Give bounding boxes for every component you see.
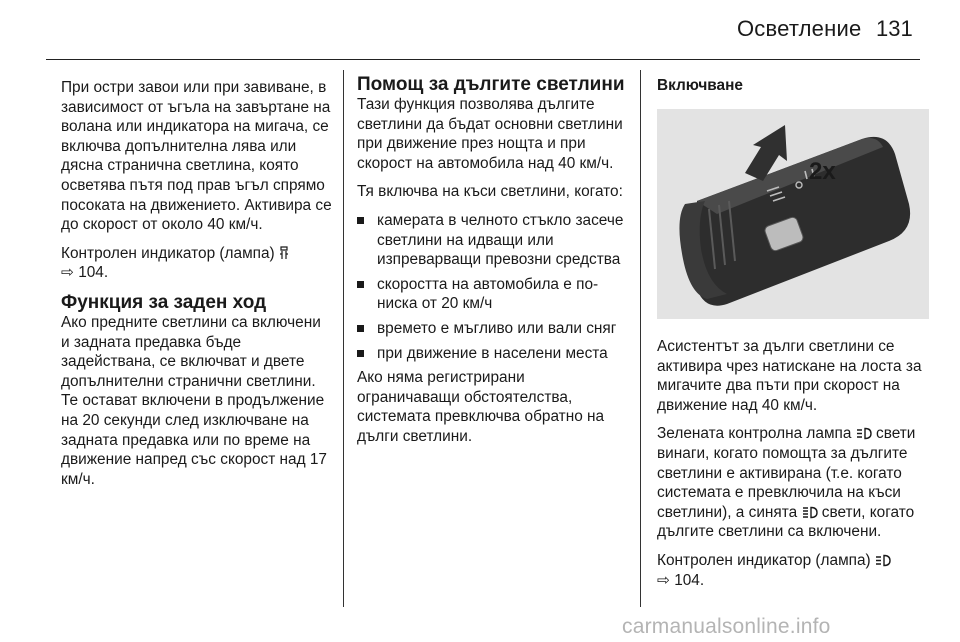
activation-paragraph: Асистентът за дълги светлини се активира чрез натискане на лоста за мигачите два пъти при скорост на движение над 40 км/ч. (657, 338, 922, 414)
page-link[interactable]: 104. (674, 571, 705, 589)
column-right (657, 78, 929, 599)
arrow-ref-icon: ⇨ (657, 571, 670, 589)
turn-signal-stalk-image (657, 109, 929, 319)
list-item: камерата в челното стъкло засече светлини на идващи или изпреварващи превозни средства (357, 211, 629, 270)
section-heading-high-beam-assist: Помощ за дългите светлини (357, 74, 625, 95)
column-left (61, 78, 333, 498)
bullet-icon (357, 350, 364, 357)
section-heading-activation: Включване (657, 77, 743, 94)
column-divider-1 (343, 70, 344, 607)
lamp-status-paragraph: Зелената контролна лампа свети винаги, когато помощта за дългите светлини е активирана (т.е. когато системата е превключила на къси светлини), а синята свети, когато дългите светлини са включени. (657, 425, 916, 541)
watermark: carmanualsonline.info (622, 615, 831, 638)
page-link[interactable]: 104. (78, 264, 109, 282)
arrow-ref-icon: ⇨ (61, 264, 74, 282)
column-middle (357, 74, 629, 456)
reverse-paragraph: Ако предните светлини са включени и задната предавка бъде задействана, се включват и двете допълнителни странични светлини. Те остават включени в продължение на 20 секунди след изключване на задната предавка или по време на движение напред със скорост над 17 км/ч. (61, 313, 327, 488)
cornering-indicator-ref: Контролен индикатор (лампа) ⇨ 104. (61, 244, 333, 283)
column-divider-2 (640, 70, 641, 607)
figure-label: 2x (809, 158, 836, 185)
list-item: времето е мъгливо или вали сняг (357, 319, 629, 339)
page-header (0, 0, 960, 60)
header-rule (46, 59, 920, 60)
assist-intro-paragraph: Тази функция позволява дългите светлини да бъдат основни светлини при движение през нощта и при скорост на автомобила над 40 км/ч. (357, 96, 623, 172)
bullet-icon (357, 325, 364, 332)
high-beam-assist-icon (875, 554, 891, 567)
conditions-list (357, 211, 629, 363)
page-number: 131 (876, 16, 913, 41)
low-beam-conditions-intro: Тя включва на къси светлини, когато: (357, 183, 623, 201)
high-beam-icon (802, 506, 818, 519)
high-beam-assist-icon (856, 427, 872, 440)
assist-indicator-ref: Контролен индикатор (лампа) ⇨ 104. (657, 551, 929, 590)
list-item: скоростта на автомобила е по-ниска от 20 км/ч (357, 275, 629, 314)
list-item: при движение в населени места (357, 344, 629, 364)
cornering-light-icon (279, 246, 289, 260)
cornering-paragraph: При остри завои или при завиване, в зависимост от ъгъла на завъртане на волана или индикатора на мигача, се включва допълнителна лява или дясна странична светлина, която осветява пътя под прав ъгъл спрямо посоката на движението. Активира се до скорост от около 40 км/ч. (61, 79, 332, 234)
bullet-icon (357, 217, 364, 224)
return-to-high-beam-paragraph: Ако няма регистрирани ограничаващи обстоятелства, системата превключва обратно на дълги светлини. (357, 369, 605, 445)
page-title: Осветление (737, 16, 862, 41)
bullet-icon (357, 281, 364, 288)
section-heading-reverse: Функция за заден ход (61, 291, 267, 313)
